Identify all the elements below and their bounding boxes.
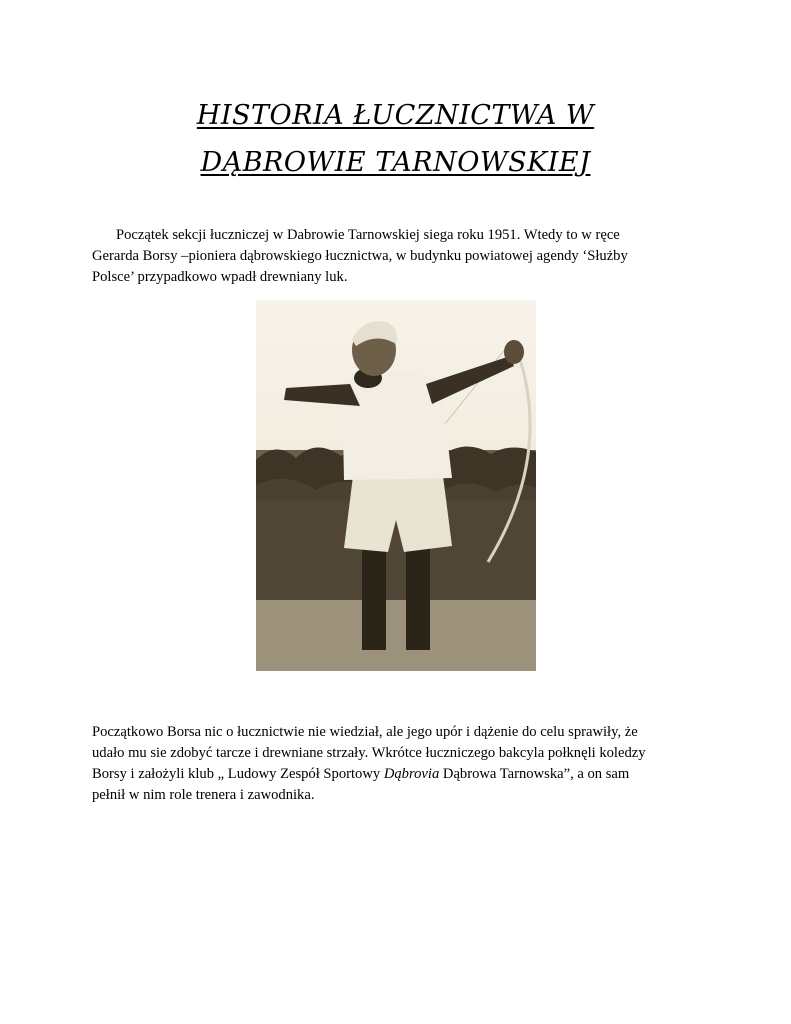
paragraph-2-line-2: udało mu sie zdobyć tarcze i drewniane strzały. Wkrótce łuczniczego bakcyla połknęli koledzy <box>92 745 646 761</box>
paragraph-1-line-1: Początek sekcji łuczniczej w Dabrowie Tarnowskiej siega roku 1951. Wtedy to w ręce <box>116 227 620 243</box>
archer-photo-drawing <box>256 300 536 671</box>
paragraph-2-line-3 <box>92 764 697 785</box>
paragraph-2-line-3-start: Borsy i założyli klub „ Ludowy Zespół Sportowy <box>92 766 384 782</box>
paragraph-2 <box>92 722 697 806</box>
paragraph-2-line-4: pełnił w nim role trenera i zawodnika. <box>92 787 315 803</box>
paragraph-1 <box>92 225 697 288</box>
title-line-1: HISTORIA ŁUCZNICTWA W <box>196 100 595 131</box>
paragraph-1-line-2: Gerarda Borsy –pioniera dąbrowskiego łucznictwa, w budynku powiatowej agendy ‘Służby <box>92 248 628 264</box>
paragraph-2-line-1: Początkowo Borsa nic o łucznictwie nie wiedział, ale jego upór i dążenie do celu sprawiły, że <box>92 724 638 740</box>
paragraph-1-line-3: Polsce’ przypadkowo wpadł drewniany luk. <box>92 269 348 285</box>
archer-photo <box>256 300 536 671</box>
title-line-2: DĄBROWIE TARNOWSKIEJ <box>200 147 591 178</box>
club-name-italic: Dąbrovia <box>383 766 440 782</box>
paragraph-2-line-3-end: Dąbrowa Tarnowska”, a on sam <box>439 766 630 782</box>
document-title <box>95 92 696 186</box>
